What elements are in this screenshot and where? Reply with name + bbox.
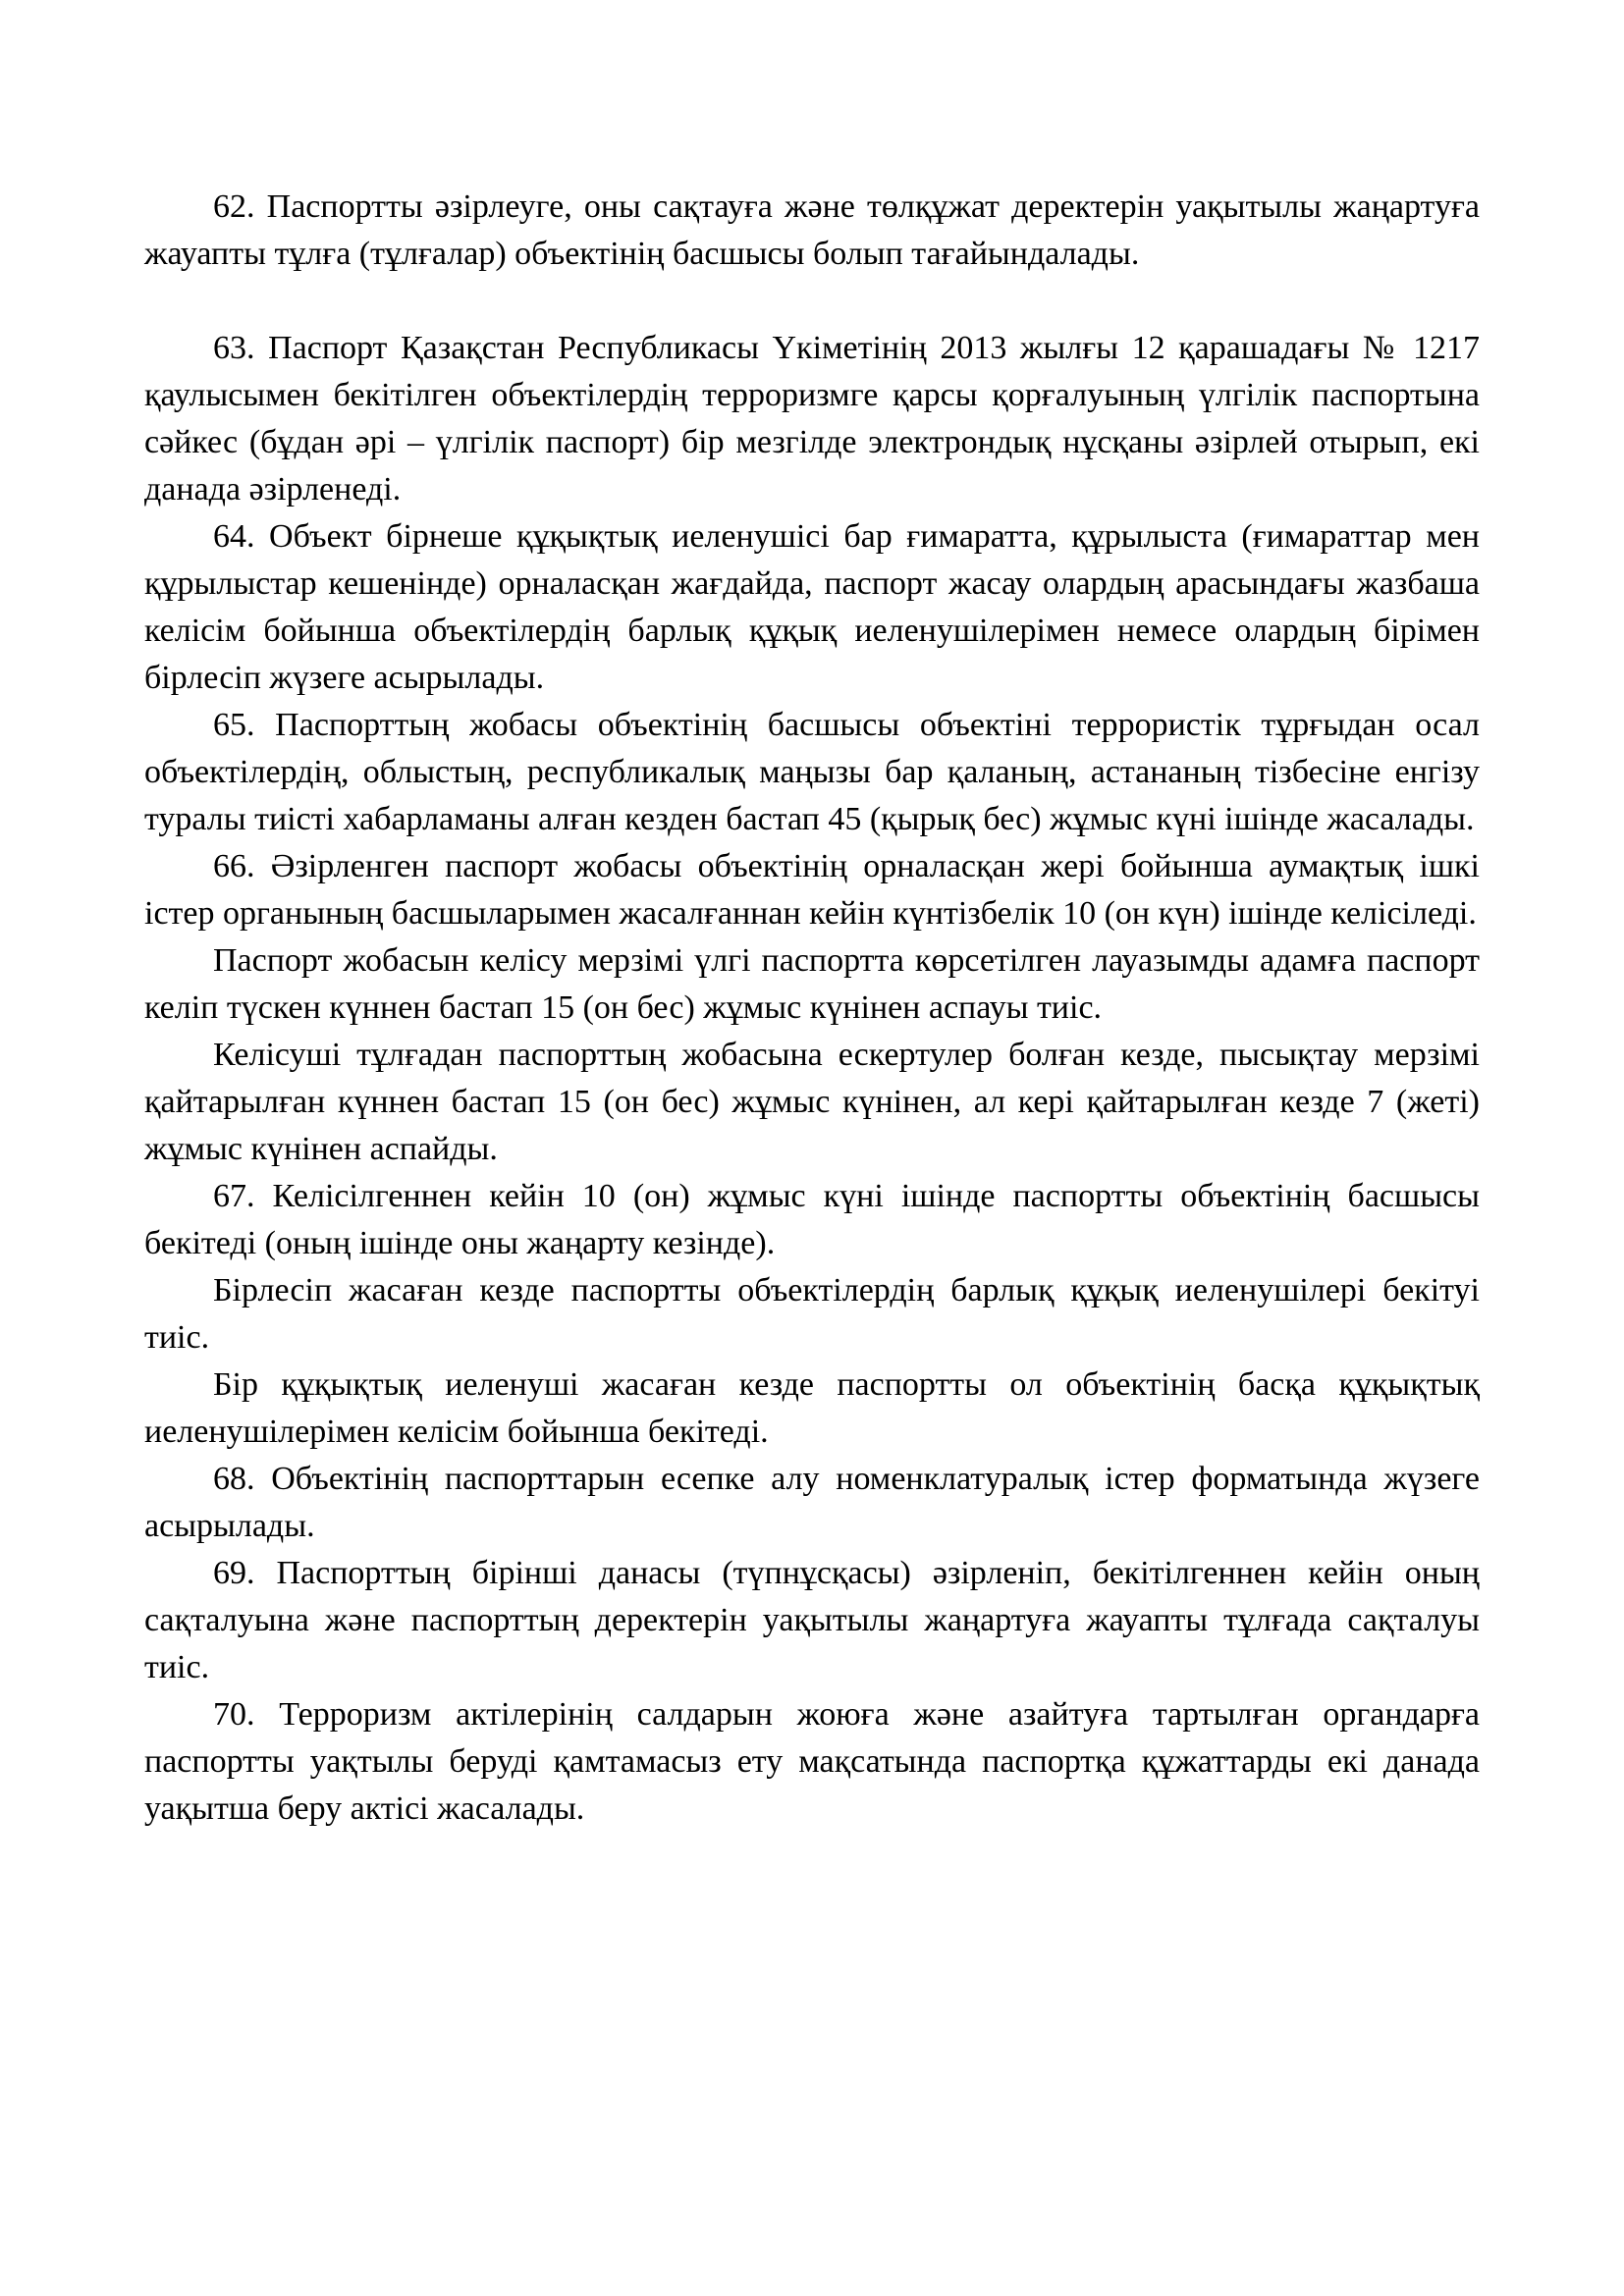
paragraph-70: 70. Терроризм актілерінің салдарын жоюға және азайтуға тартылған органдарға паспортты уақтылы беруді қамтамасыз ету мақсатында паспортқа құжаттарды екі данада уақытша беру актісі жасалады. bbox=[144, 1696, 1480, 1827]
paragraph-69: 69. Паспорттың бірінші данасы (түпнұсқасы) әзірленіп, бекітілгеннен кейін оның сақталуына және паспорттың деректерін уақытылы жаңартуға жауапты тұлғада сақталуы тиіс. bbox=[144, 1555, 1480, 1685]
document-body bbox=[144, 184, 1480, 1833]
paragraph-63: 63. Паспорт Қазақстан Республикасы Үкіметінің 2013 жылғы 12 қарашадағы № 1217 қаулысымен бекітілген объектілердің терроризмге қарсы қорғалуының үлгілік паспортына сәйкес (бұдан әрі – үлгілік паспорт) бір мезгілде электрондық нұсқаны әзірлей отырып, екі данада әзірленеді. bbox=[144, 330, 1480, 507]
paragraph-62: 62. Паспортты әзірлеуге, оны сақтауға және төлқұжат деректерін уақытылы жаңартуға жауапты тұлға (тұлғалар) объектінің басшысы болып тағайындалады. bbox=[144, 188, 1480, 272]
paragraph-67: 67. Келісілгеннен кейін 10 (он) жұмыс күні ішінде паспортты объектінің басшысы бекітеді (оның ішінде оны жаңарту кезінде). bbox=[144, 1178, 1480, 1261]
paragraph-66-cont-2: Келісуші тұлғадан паспорттың жобасына ескертулер болған кезде, пысықтау мерзімі қайтарылған күннен бастап 15 (он бес) жұмыс күнінен, ал кері қайтарылған кезде 7 (жеті) жұмыс күнінен аспайды. bbox=[144, 1037, 1480, 1167]
paragraph-68: 68. Объектінің паспорттарын есепке алу номенклатуралық істер форматында жүзеге асырылады. bbox=[144, 1461, 1480, 1544]
paragraph-66: 66. Әзірленген паспорт жобасы объектінің орналасқан жері бойынша аумақтық ішкі істер органының басшыларымен жасалғаннан кейін күнтізбелік 10 (он күн) ішінде келісіледі. bbox=[144, 848, 1480, 932]
paragraph-67-cont-2: Бір құқықтық иеленуші жасаған кезде паспортты ол объектінің басқа құқықтық иеленушілерімен келісім бойынша бекітеді. bbox=[144, 1366, 1480, 1450]
paragraph-65: 65. Паспорттың жобасы объектінің басшысы объектіні террористік тұрғыдан осал объектілердің, облыстың, республикалық маңызы бар қаланың, астананың тізбесіне енгізу туралы тиісті хабарламаны алған кезден бастап 45 (қырық бес) жұмыс күні ішінде жасалады. bbox=[144, 707, 1480, 837]
paragraph-66-cont-1: Паспорт жобасын келісу мерзімі үлгі паспортта көрсетілген лауазымды адамға паспорт келіп түскен күннен бастап 15 (он бес) жұмыс күнінен аспауы тиіс. bbox=[144, 942, 1480, 1026]
paragraph-64: 64. Объект бірнеше құқықтық иеленушісі бар ғимаратта, құрылыста (ғимараттар мен құрылыстар кешенінде) орналасқан жағдайда, паспорт жасау олардың арасындағы жазбаша келісім бойынша объектілердің барлық құқық иеленушілерімен немесе олардың бірімен бірлесіп жүзеге асырылады. bbox=[144, 518, 1480, 696]
paragraph-67-cont-1: Бірлесіп жасаған кезде паспортты объектілердің барлық құқық иеленушілері бекітуі тиіс. bbox=[144, 1272, 1480, 1356]
